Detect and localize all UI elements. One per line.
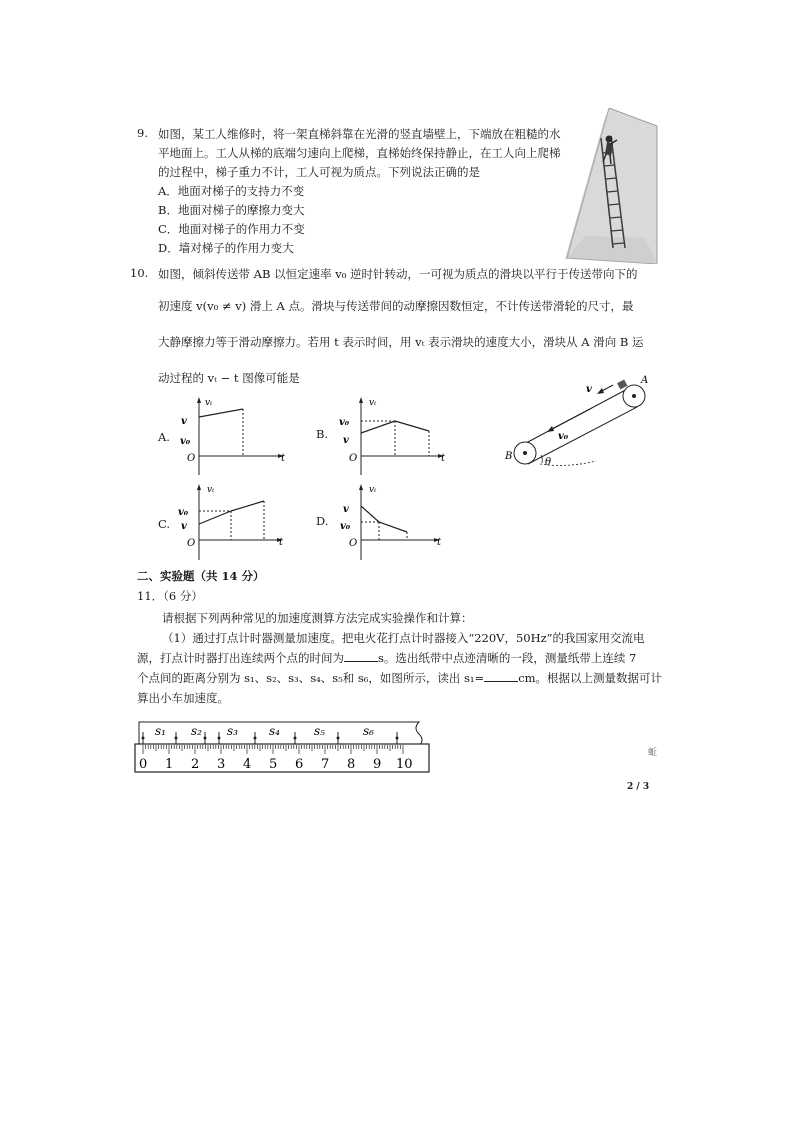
belt-label-b: B <box>505 451 513 462</box>
ruler-number: 7 <box>321 757 330 772</box>
graph-c-ylabel: vₜ <box>207 485 215 495</box>
tape-label-s5: s₅ <box>314 724 325 738</box>
ladder-wall-figure <box>565 108 665 264</box>
graph-a-tick-1: v <box>181 416 187 427</box>
graph-a-ylabel: vₜ <box>205 398 213 408</box>
graph-d-label: D. <box>316 514 329 528</box>
graph-d-origin: O <box>349 538 358 549</box>
q9-option-a: A．地面对梯子的支持力不变 <box>158 184 305 198</box>
graph-c-curve-2 <box>231 501 264 511</box>
q11-intro: 请根据下列两种常见的加速度测算方法完成实验操作和计算： <box>162 611 473 625</box>
tape-label-s6: s₆ <box>363 724 374 738</box>
answer-blank-period[interactable] <box>344 651 378 662</box>
graph-a-curve <box>199 409 243 417</box>
tape-label-s2: s₂ <box>191 724 202 738</box>
q11-part1-line-3-post: cm。根据以上测量数据可计 <box>518 671 663 685</box>
belt-label-v: v <box>586 384 592 395</box>
belt-label-a: A <box>641 375 649 386</box>
ruler-number: 8 <box>347 757 356 772</box>
graph-c-tick-2: v <box>181 521 187 532</box>
graph-d-curve-1 <box>361 506 379 522</box>
ruler-number: 4 <box>243 757 252 772</box>
ruler-number: 5 <box>269 757 278 772</box>
graph-d-tick-1: v <box>343 504 349 515</box>
graph-b-tick-1: v₀ <box>339 417 350 428</box>
ruler-number: 9 <box>373 757 382 772</box>
q11-part1-line-3-pre: 个点间的距离分别为 s₁、s₂、s₃、s₄、s₅和 s₆，如图所示，读出 s₁= <box>137 671 485 685</box>
tape-label-s1: s₁ <box>155 724 166 738</box>
q11-part1-line-2-post: s。选出纸带中点迹清晰的一段，测量纸带上连续 7 <box>378 651 637 665</box>
answer-blank-s1[interactable] <box>484 671 518 682</box>
ruler-number: 6 <box>295 757 304 772</box>
graph-a <box>175 395 290 477</box>
ruler-number: 10 <box>396 757 413 772</box>
graph-c-xlabel: t <box>279 537 284 548</box>
q9-number: 9. <box>137 126 148 140</box>
section-experiment-title: 二、实验题（共 14 分） <box>137 569 265 583</box>
q11-part1-line-4: 算出小车加速度。 <box>137 691 229 705</box>
graph-b-label: B. <box>316 427 329 441</box>
paper-tape <box>139 722 422 746</box>
q11-part1-line-1: （1）通过打点计时器测量加速度。把电火花打点计时器接入“220V，50Hz”的我国家用交流电 <box>162 631 645 645</box>
graph-b-tick-2: v <box>343 435 349 446</box>
graph-a-tick-2: v₀ <box>180 436 191 447</box>
graph-b-curve-1 <box>361 421 395 433</box>
belt-label-theta: θ <box>545 457 552 468</box>
q10-line-2: 初速度 v(v₀ ≠ v) 滑上 A 点。滑块与传送带间的动摩擦因数恒定，不计传送带滑轮的尺寸，最 <box>158 299 634 313</box>
q10-line-3: 大静摩擦力等于滑动摩擦力。若用 t 表示时间，用 vₜ 表示滑块的速度大小，滑块从 A 滑向 B 运 <box>158 335 644 349</box>
ruler-number: 2 <box>191 757 200 772</box>
q9-line-1: 如图，某工人维修时，将一架直梯斜靠在光滑的竖直墙壁上，下端放在粗糙的水 <box>158 127 561 141</box>
graph-a-label: A. <box>158 430 170 444</box>
graph-d-xlabel: t <box>437 537 442 548</box>
tape-label-s3: s₃ <box>227 724 238 738</box>
graph-a-xlabel: t <box>281 453 286 464</box>
graph-d-tick-2: v₀ <box>340 521 351 532</box>
q9-option-d: D．墙对梯子的作用力变大 <box>158 241 294 255</box>
q11-part1-line-3 <box>137 670 662 686</box>
q9-option-b: B．地面对梯子的摩擦力变大 <box>158 203 305 217</box>
graph-d <box>333 482 448 562</box>
q9-line-3: 的过程中，梯子重力不计，工人可视为质点。下列说法正确的是 <box>158 165 480 179</box>
q10-number: 10. <box>130 266 149 280</box>
q10-line-1: 如图，倾斜传送带 AB 以恒定速率 v₀ 逆时针转动，一可视为质点的滑块以平行于传送带向下的 <box>158 267 638 281</box>
ruler-number: 0 <box>139 757 148 772</box>
velocity-arrow-v0 <box>550 409 590 430</box>
graph-b-xlabel: t <box>441 453 446 464</box>
q11-part1-line-2-pre: 源，打点计时器打出连续两个点的时间为 <box>137 651 344 665</box>
graph-b-origin: O <box>349 453 358 464</box>
q9-line-2: 平地面上。工人从梯的底端匀速向上爬梯，直梯始终保持静止，在工人向上爬梯 <box>158 146 561 160</box>
graph-d-ylabel: vₜ <box>369 485 377 495</box>
q11-header: 11．（6 分） <box>137 589 203 603</box>
graph-a-origin: O <box>187 453 196 464</box>
margin-mark: 蚯 <box>648 748 658 758</box>
ruler-number: 1 <box>165 757 174 772</box>
graph-c <box>175 482 290 562</box>
ruler-tape-figure <box>133 718 433 774</box>
belt-label-v0: v₀ <box>558 431 569 442</box>
graph-d-curve-2 <box>379 522 407 532</box>
graph-c-label: C. <box>158 517 171 531</box>
page-number: 2 / 3 <box>627 782 650 792</box>
graph-c-curve-1 <box>199 511 231 524</box>
belt-bottom-edge <box>528 407 637 464</box>
graph-b <box>333 395 448 477</box>
q11-part1-line-2 <box>137 650 636 666</box>
q10-line-4: 动过程的 vₜ − t 图像可能是 <box>158 371 300 385</box>
ruler-number: 3 <box>217 757 226 772</box>
graph-b-curve-2 <box>395 421 429 431</box>
tape-label-s4: s₄ <box>269 724 280 738</box>
graph-c-tick-1: v₀ <box>178 507 189 518</box>
graph-c-origin: O <box>187 538 196 549</box>
graph-b-ylabel: vₜ <box>369 398 377 408</box>
conveyor-belt-figure <box>500 375 660 471</box>
q9-option-c: C．地面对梯子的作用力不变 <box>158 222 305 236</box>
